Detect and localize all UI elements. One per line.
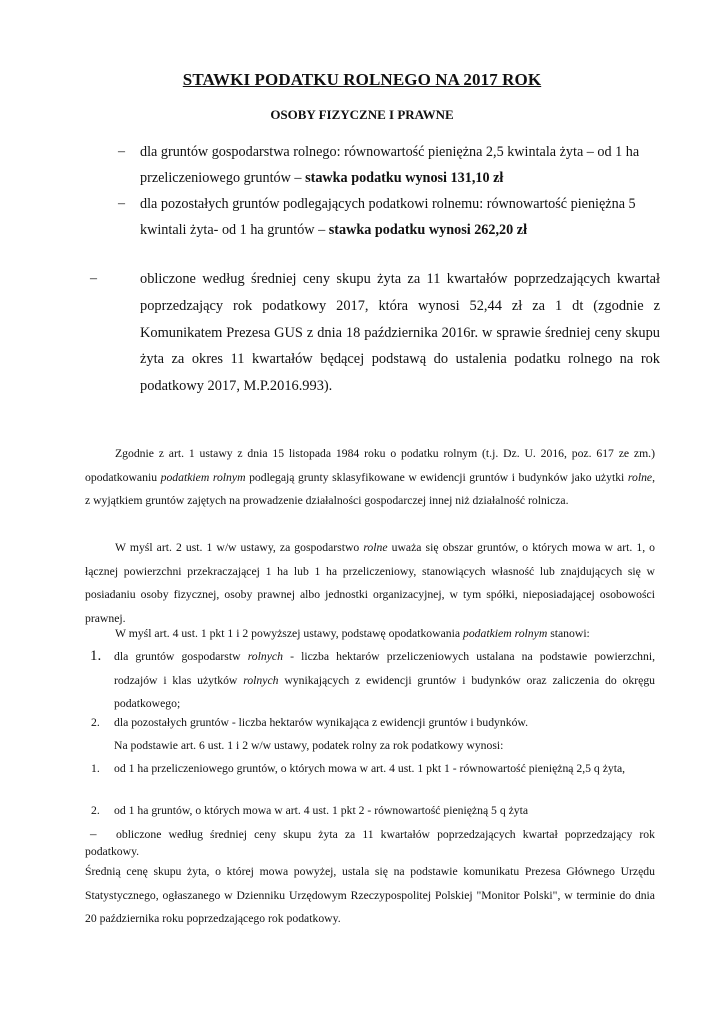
text: wynikających z ewidencji gruntów i budynków oraz zaliczenia do okręgu podatkowego; <box>114 673 656 710</box>
list-item <box>114 645 655 716</box>
page-subtitle: OSOBY FIZYCZNE I PRAWNE <box>270 107 454 122</box>
italic-text: rolnych <box>247 650 283 663</box>
italic-text: rolne <box>363 541 388 554</box>
bullet-rate-bold: stawka podatku wynosi 262,20 zł <box>328 222 528 238</box>
calc-paragraph-small <box>85 826 655 860</box>
bullet-rate-other <box>140 191 660 243</box>
text: dla gruntów gospodarstw <box>114 650 241 663</box>
bullet-dash: – <box>118 144 125 159</box>
paragraph-art1 <box>85 442 655 513</box>
italic-text: podatkiem rolnym <box>462 627 548 640</box>
paragraph-art2 <box>85 536 655 630</box>
text: podlegają grunty sklasyfikowane w ewidencji gruntów i budynków jako użytki <box>249 470 625 484</box>
text: uważa się obszar gruntów, o których mowa w art. 1, o łącznej powierzchni przekraczającej 1 ha lub 1 ha przeliczeniowy, stanowiących własność lub znajdujących się w posiadaniu osoby fizycznej, osoby prawnej albo jednostki organizacyjnej, w tym spółki, nieposiadającej osobowości prawnej. <box>85 541 656 625</box>
list-number: 2. <box>91 716 100 729</box>
bullet-text: dla pozostałych gruntów podlegających podatkowi rolnemu: równowartość pieniężna 5 kwintali żyta- od 1 ha gruntów – <box>140 196 636 238</box>
calc-paragraph-large: obliczone według średniej ceny skupu żyta za 11 kwartałów poprzedzających kwartał poprzedzający rok podatkowy 2017, która wynosi 52,44 zł za 1 dt (zgodnie z Komunikatem Prezesa GUS z dnia 18 października 2016r. w sprawie średniej ceny skupu żyta za okres 11 kwartałów będącej podstawą do ustalenia podatku rolnego na rok podatkowy 2017, M.P.2016.993). <box>140 271 660 395</box>
text: Zgodnie z art. 1 ustawy z dnia 15 listopada 1984 roku o podatku rolnym (t.j. Dz. U. 2016, poz. 617 ze zm.) opodatkowaniu <box>85 447 655 484</box>
text: stanowi: <box>550 627 590 640</box>
italic-text: podatkiem rolnym <box>160 470 246 484</box>
list-item: od 1 ha przeliczeniowego gruntów, o których mowa w art. 4 ust. 1 pkt 1 - równowartość pieniężną 2,5 q żyta, <box>114 762 626 775</box>
paragraph-price: Średnią cenę skupu żyta, o której mowa powyżej, ustala się na podstawie komunikatu Prezesa Głównego Urzędu Statystycznego, ogłaszanego w Dzienniku Urzędowym Rzeczypospolitej Polskiej "Monitor Polski", w terminie do dnia 20 października roku poprzedzającego rok podatkowy. <box>85 865 655 925</box>
bullet-rate-agricultural <box>140 139 660 191</box>
bullet-dash: – <box>118 196 125 211</box>
bullet-rate-bold: stawka podatku wynosi 131,10 zł <box>305 170 504 186</box>
list-item: dla pozostałych gruntów - liczba hektarów wynikająca z ewidencji gruntów i budynków. <box>114 716 529 729</box>
italic-text: rolnych <box>243 673 279 687</box>
bullet-text: dla gruntów gospodarstwa rolnego: równowartość pieniężna 2,5 kwintala żyta – od 1 ha przeliczeniowego gruntów – <box>140 144 640 186</box>
text: , z wyjątkiem gruntów zajętych na prowadzenie działalności gospodarczej innej niż działalność rolnicza. <box>85 470 656 507</box>
text: obliczone według średniej ceny skupu żyta za 11 kwartałów poprzedzających kwartał poprzedzający rok podatkowy. <box>85 828 655 858</box>
list-number: 1. <box>91 762 100 775</box>
text: W myśl art. 4 ust. 1 pkt 1 i 2 powyższej ustawy, podstawę opodatkowania <box>115 627 461 640</box>
paragraph-art4 <box>85 622 655 646</box>
calc-dash: – <box>90 271 97 286</box>
list-number: 1. <box>90 648 102 664</box>
text: W myśl art. 2 ust. 1 w/w ustawy, za gospodarstwo <box>115 541 360 554</box>
calc-dash: – <box>90 826 97 841</box>
text: - liczba hektarów przeliczeniowych ustalana na podstawie powierzchni, rodzajów i klas użytków <box>114 650 656 687</box>
paragraph-art6: Na podstawie art. 6 ust. 1 i 2 w/w ustawy, podatek rolny za rok podatkowy wynosi: <box>114 739 504 752</box>
list-item: od 1 ha gruntów, o których mowa w art. 4 ust. 1 pkt 2 - równowartość pieniężną 5 q żyta <box>114 804 529 817</box>
page-title: STAWKI PODATKU ROLNEGO NA 2017 ROK <box>182 70 542 89</box>
list-number: 2. <box>91 804 100 817</box>
italic-text: rolne <box>627 470 653 484</box>
